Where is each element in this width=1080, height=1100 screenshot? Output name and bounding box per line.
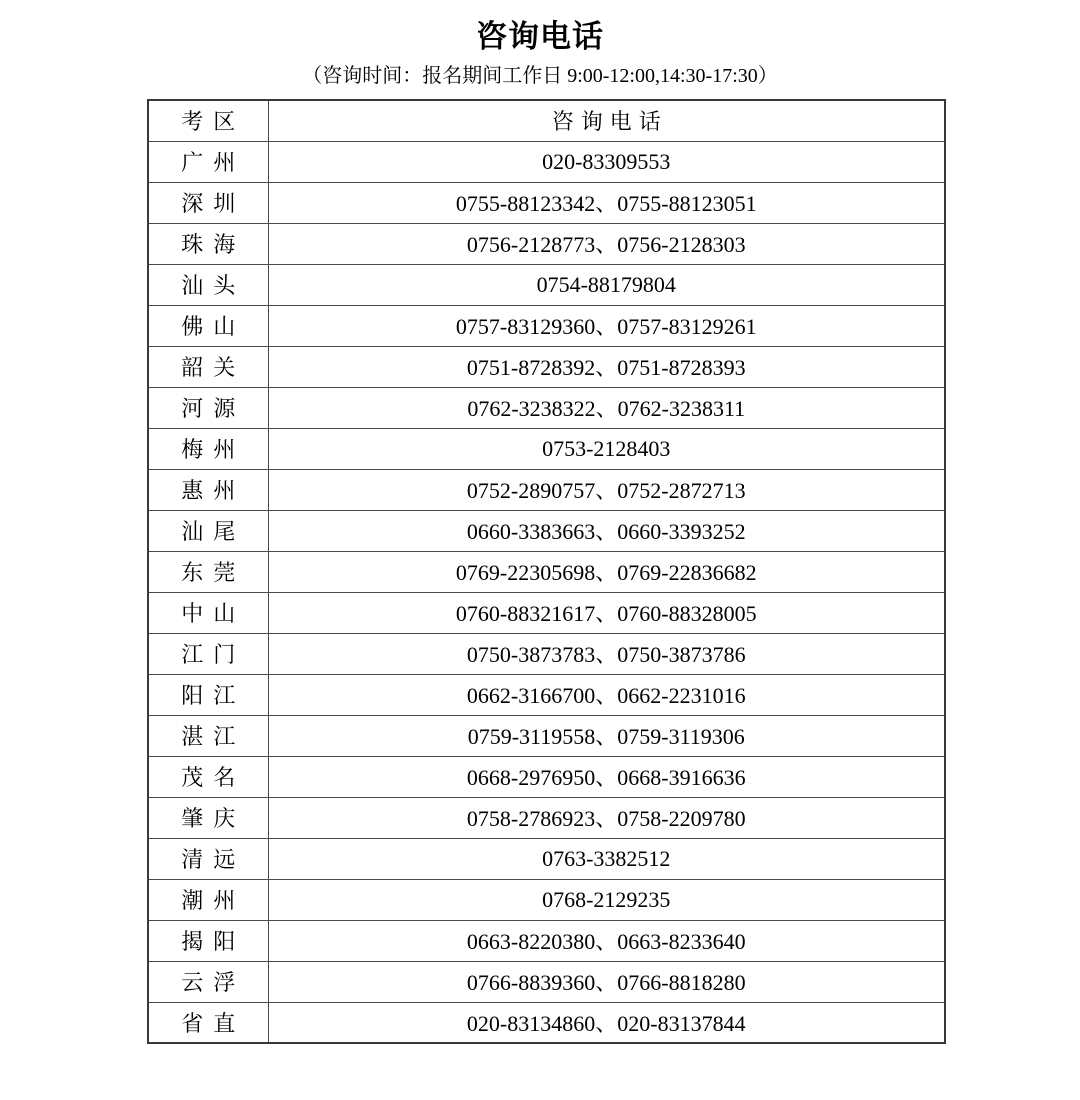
table-row [148, 223, 945, 264]
consultation-time-note: （咨询时间：报名期间工作日 9:00-12:00,14:30-17:30） [302, 65, 778, 87]
table-row [148, 469, 945, 510]
region-cell: 清远 [148, 838, 268, 879]
phone-cell: 020-83309553 [268, 141, 945, 182]
page-title: 咨询电话 [476, 19, 604, 54]
table-row [148, 879, 945, 920]
phone-cell: 0769-22305698、0769-22836682 [268, 551, 945, 592]
phone-cell: 0752-2890757、0752-2872713 [268, 469, 945, 510]
phone-cell: 0758-2786923、0758-2209780 [268, 797, 945, 838]
phone-table [147, 99, 946, 1044]
table-row [148, 920, 945, 961]
table-row [148, 715, 945, 756]
region-cell: 深圳 [148, 182, 268, 223]
table-row [148, 1002, 945, 1043]
region-cell: 韶关 [148, 346, 268, 387]
table-row [148, 674, 945, 715]
table-row [148, 551, 945, 592]
region-cell: 江门 [148, 633, 268, 674]
table-row [148, 182, 945, 223]
phone-cell: 0766-8839360、0766-8818280 [268, 961, 945, 1002]
phone-cell: 0756-2128773、0756-2128303 [268, 223, 945, 264]
phone-cell: 0660-3383663、0660-3393252 [268, 510, 945, 551]
phone-cell: 0755-88123342、0755-88123051 [268, 182, 945, 223]
table-body [148, 141, 945, 1043]
phone-cell: 0668-2976950、0668-3916636 [268, 756, 945, 797]
region-cell: 佛山 [148, 305, 268, 346]
phone-cell: 0663-8220380、0663-8233640 [268, 920, 945, 961]
column-header-region: 考区 [148, 100, 268, 141]
table-header [148, 100, 945, 141]
region-cell: 云浮 [148, 961, 268, 1002]
phone-cell: 0662-3166700、0662-2231016 [268, 674, 945, 715]
header-row [148, 100, 945, 141]
table-row [148, 305, 945, 346]
region-cell: 揭阳 [148, 920, 268, 961]
phone-cell: 0753-2128403 [268, 428, 945, 469]
table-row [148, 510, 945, 551]
phone-cell: 0757-83129360、0757-83129261 [268, 305, 945, 346]
region-cell: 湛江 [148, 715, 268, 756]
phone-cell: 0759-3119558、0759-3119306 [268, 715, 945, 756]
table-row [148, 756, 945, 797]
table-row [148, 141, 945, 182]
column-header-phone: 咨询电话 [268, 100, 945, 141]
region-cell: 省直 [148, 1002, 268, 1043]
table-row [148, 797, 945, 838]
table-row [148, 633, 945, 674]
region-cell: 河源 [148, 387, 268, 428]
region-cell: 珠海 [148, 223, 268, 264]
region-cell: 茂名 [148, 756, 268, 797]
table-row [148, 961, 945, 1002]
phone-cell: 0768-2129235 [268, 879, 945, 920]
phone-cell: 0754-88179804 [268, 264, 945, 305]
phone-cell: 020-83134860、020-83137844 [268, 1002, 945, 1043]
region-cell: 潮州 [148, 879, 268, 920]
phone-cell: 0751-8728392、0751-8728393 [268, 346, 945, 387]
region-cell: 梅州 [148, 428, 268, 469]
region-cell: 中山 [148, 592, 268, 633]
table-row [148, 838, 945, 879]
region-cell: 东莞 [148, 551, 268, 592]
region-cell: 广州 [148, 141, 268, 182]
phone-cell: 0762-3238322、0762-3238311 [268, 387, 945, 428]
region-cell: 阳江 [148, 674, 268, 715]
phone-cell: 0750-3873783、0750-3873786 [268, 633, 945, 674]
table-row [148, 264, 945, 305]
table-row [148, 428, 945, 469]
table-row [148, 387, 945, 428]
region-cell: 汕头 [148, 264, 268, 305]
region-cell: 肇庆 [148, 797, 268, 838]
region-cell: 惠州 [148, 469, 268, 510]
phone-cell: 0763-3382512 [268, 838, 945, 879]
table-row [148, 346, 945, 387]
table-row [148, 592, 945, 633]
phone-cell: 0760-88321617、0760-88328005 [268, 592, 945, 633]
region-cell: 汕尾 [148, 510, 268, 551]
